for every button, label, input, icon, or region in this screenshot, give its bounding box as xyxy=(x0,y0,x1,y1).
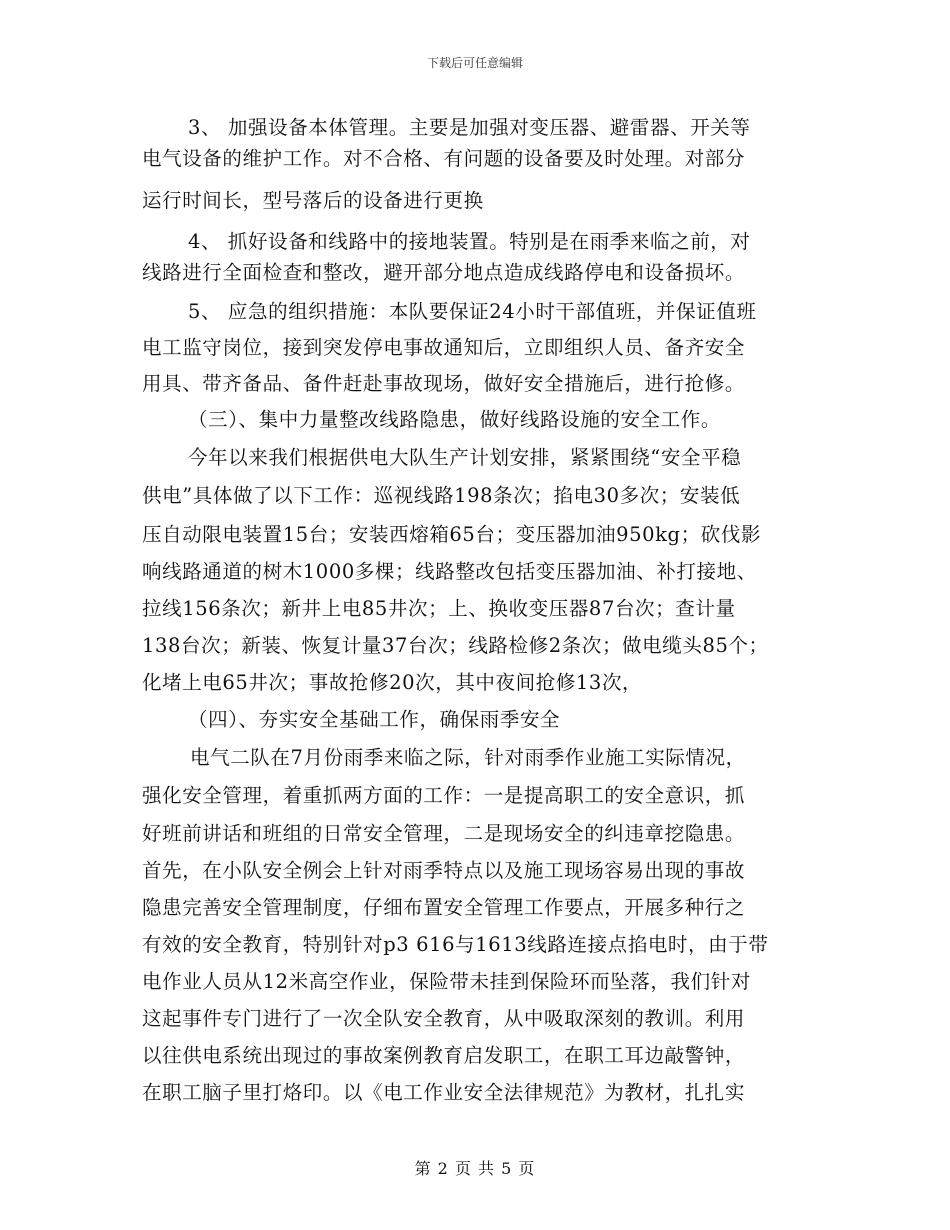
text-line: 138台次；新装、恢复计量37台次；线路检修2条次；做电缆头85个； xyxy=(142,634,769,657)
text-line: 以往供电系统出现过的事故案例教育启发职工，在职工耳边敲警钟， xyxy=(142,1044,746,1067)
text-line: 供电”具体做了以下工作：巡视线路198条次；掐电30多次；安装低 xyxy=(142,484,741,507)
page-number: 第 2 页 共 5 页 xyxy=(414,1159,536,1178)
text-line: 电气设备的维护工作。对不合格、有问题的设备要及时处理。对部分 xyxy=(142,147,746,170)
text-line: 电工监守岗位，接到突发停电事故通知后，立即组织人员、备齐安全 xyxy=(142,336,746,359)
text-line: 运行时间长，型号落后的设备进行更换 xyxy=(142,189,484,212)
text-line: 好班前讲话和班组的日常安全管理，二是现场安全的纠违章挖隐患。 xyxy=(142,822,746,845)
header-note: 下载后可任意编辑 xyxy=(426,56,523,70)
text-line: 电作业人员从12米高空作业，保险带未挂到保险环而坠落，我们针对 xyxy=(142,970,751,993)
text-line: 压自动限电装置15台；安装西熔箱65台；变压器加油950kg；砍伐影 xyxy=(142,523,762,546)
text-line: 电气二队在7月份雨季来临之际，针对雨季作业施工实际情况， xyxy=(190,746,746,769)
section-heading: （三）、集中力量整改线路隐患，做好线路设施的安全工作。 xyxy=(188,408,721,431)
text-line: 有效的安全教育，特别针对p3 616与1613线路连接点掐电时，由于带 xyxy=(142,933,769,956)
text-line: 化堵上电65井次；事故抢修20次，其中夜间抢修13次， xyxy=(142,671,643,694)
text-line: 响线路通道的树木1000多棵；线路整改包括变压器加油、补打接地、 xyxy=(142,560,757,583)
text-line: 3、 加强设备本体管理。主要是加强对变压器、避雷器、开关等 xyxy=(188,116,751,139)
text-line: 5、 应急的组织措施：本队要保证24小时干部值班，并保证值班 xyxy=(188,300,757,323)
text-line: 首先，在小队安全例会上针对雨季特点以及施工现场容易出现的事故 xyxy=(142,859,746,882)
text-line: 强化安全管理，着重抓两方面的工作：一是提高职工的安全意识，抓 xyxy=(142,784,746,807)
text-line: 拉线156条次；新井上电85井次；上、换收变压器87台次；查计量 xyxy=(142,597,736,620)
text-line: 在职工脑子里打烙印。以《电工作业安全法律规范》为教材，扎扎实 xyxy=(142,1081,746,1104)
text-line: 线路进行全面检查和整改，避开部分地点造成线路停电和设备损坏。 xyxy=(142,261,746,284)
text-line: 今年以来我们根据供电大队生产计划安排，紧紧围绕“安全平稳 xyxy=(188,446,742,469)
text-line: 隐患完善安全管理制度，仔细布置安全管理工作要点，开展多种行之 xyxy=(142,896,746,919)
text-line: 4、 抓好设备和线路中的接地装置。特别是在雨季来临之前，对 xyxy=(188,230,751,253)
text-line: 用具、带齐备品、备件赶赴事故现场，做好安全措施后，进行抢修。 xyxy=(142,372,746,395)
section-heading: （四）、夯实安全基础工作，确保雨季安全 xyxy=(188,708,561,731)
text-line: 这起事件专门进行了一次全队安全教育，从中吸取深刻的教训。利用 xyxy=(142,1007,746,1030)
